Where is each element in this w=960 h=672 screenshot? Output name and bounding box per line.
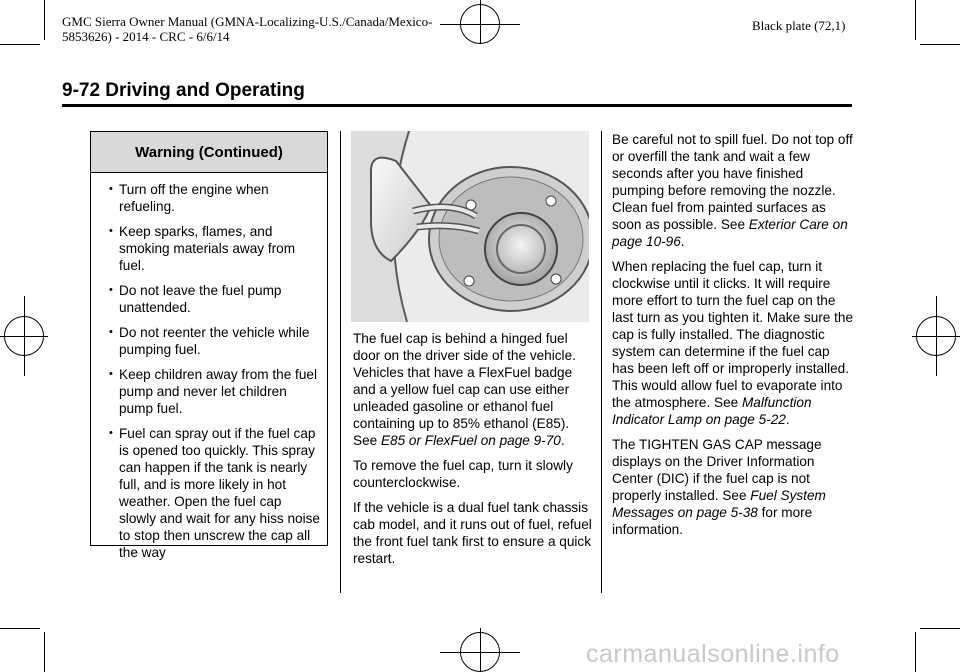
bullet-icon: • — [109, 183, 113, 195]
column-divider-2 — [601, 131, 602, 593]
bullet-icon: • — [109, 284, 113, 296]
plate-label: Black plate (72,1) — [752, 18, 846, 33]
crop-mark-br-h — [920, 628, 960, 629]
warning-item: • Do not reenter the vehicle while pumping fuel. — [109, 325, 310, 357]
cross-reference-link[interactable]: E85 or FlexFuel on page 9-70 — [380, 433, 561, 448]
crop-mark-tl-h — [0, 44, 40, 45]
right-column — [612, 131, 854, 546]
warning-heading: Warning (Continued) — [91, 132, 327, 173]
crop-mark-tr-h — [920, 44, 960, 45]
crop-mark-tl-v — [44, 0, 45, 40]
paragraph: When replacing the fuel cap, turn it clockwise until it clicks. It will require more effort to turn the fuel cap on the last turn as you tighten it. Make sure the cap is fully installed. The diagnostic system can determine if the fuel cap has been left off or improperly installed. This would allow fuel to evaporate into the atmosphere. See Malfunction Indicator Lamp on page 5-22. — [612, 259, 854, 427]
running-header — [62, 14, 432, 44]
bullet-icon: • — [109, 225, 113, 237]
crop-mark-tr-v — [915, 0, 916, 40]
crop-mark-bl-v — [44, 632, 45, 672]
header-line-1: GMC Sierra Owner Manual (GMNA-Localizing-U.S./Canada/Mexico- — [62, 14, 433, 29]
column-divider-1 — [340, 131, 341, 593]
warning-list — [91, 173, 327, 561]
watermark: carmanualsonline.info — [586, 640, 840, 668]
bullet-icon: • — [109, 427, 113, 439]
warning-item: • Do not leave the fuel pump unattended. — [109, 283, 282, 315]
bullet-icon: • — [109, 368, 113, 380]
title-rule — [62, 104, 852, 107]
crop-mark-br-v — [915, 632, 916, 672]
bullet-icon: • — [109, 326, 113, 338]
paragraph: Be careful not to spill fuel. Do not top off or overfill the tank and wait a few seconds after you have finished pumping before removing the nozzle. Clean fuel from painted surfaces as soon as possible. See Exterior Care on page 10-96. — [612, 132, 853, 249]
warning-item: • Keep children away from the fuel pump and never let children pump fuel. — [109, 367, 317, 416]
warning-item: • Fuel can spray out if the fuel cap is opened too quickly. This spray can happen if the tank is nearly full, and is more likely in hot weather. Open the fuel cap slowly and wait for any hiss noise to stop then unscrew the cap all the way — [109, 426, 320, 560]
middle-column — [353, 330, 593, 575]
fuel-door-graphic — [351, 131, 589, 322]
crop-mark-bl-h — [0, 628, 40, 629]
warning-box — [90, 131, 328, 560]
page-title: 9-72 Driving and Operating — [62, 80, 305, 101]
cross-reference-link[interactable]: Fuel System Messages on page 5-38 — [612, 488, 826, 520]
paragraph: The fuel cap is behind a hinged fuel door on the driver side of the vehicle. Vehicles that have a FlexFuel badge and a yellow fuel cap can use either unleaded gasoline or ethanol fuel containing up to 85% ethanol (E85). See E85 or FlexFuel on page 9-70. — [353, 331, 576, 448]
warning-item: • Keep sparks, flames, and smoking materials away from fuel. — [109, 224, 296, 273]
paragraph: If the vehicle is a dual fuel tank chassis cab model, and it runs out of fuel, refuel the front fuel tank first to ensure a quick restart. — [353, 500, 592, 566]
paragraph: To remove the fuel cap, turn it slowly counterclockwise. — [353, 458, 573, 490]
fuel-door-illustration — [351, 131, 589, 322]
paragraph: The TIGHTEN GAS CAP message displays on the Driver Information Center (DIC) if the fuel cap is not properly installed. See Fuel System Messages on page 5-38 for more information. — [612, 437, 826, 537]
cross-reference-link[interactable]: Exterior Care on page 10-96 — [612, 217, 848, 249]
cross-reference-link[interactable]: Malfunction Indicator Lamp on page 5-22 — [612, 395, 812, 427]
warning-item: • Turn off the engine when refueling. — [109, 182, 269, 214]
header-line-2: 5853626) - 2014 - CRC - 6/6/14 — [62, 29, 230, 44]
